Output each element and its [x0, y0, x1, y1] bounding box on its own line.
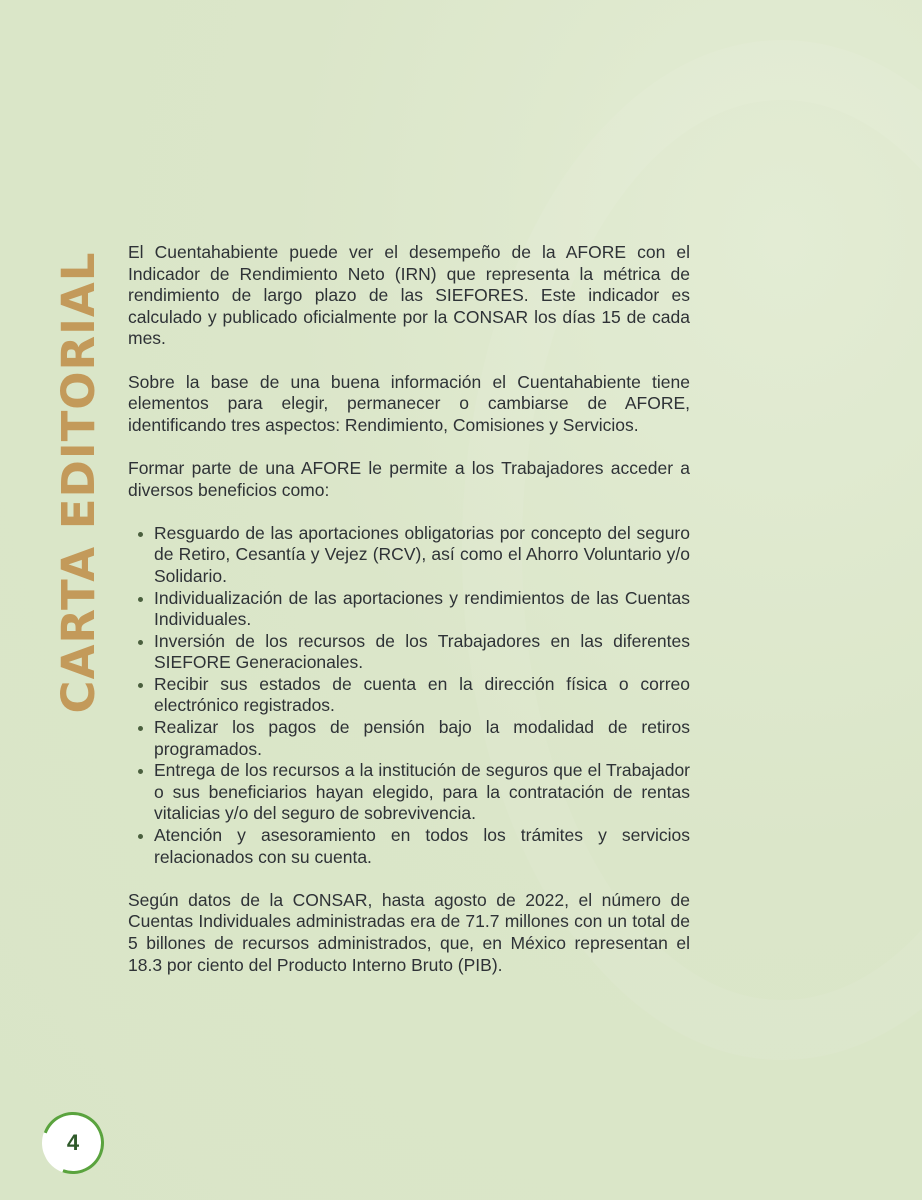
- list-item: Entrega de los recursos a la institución de seguros que el Trabajador o sus beneficiarios hayan elegido, para la contratación de rentas vitalicias y/o del seguro de sobrevivencia.: [128, 760, 690, 825]
- list-item: Atención y asesoramiento en todos los trámites y servicios relacionados con su cuenta.: [128, 825, 690, 868]
- page-number: 4: [66, 1130, 80, 1155]
- paragraph-benefits-intro: Formar parte de una AFORE le permite a los Trabajadores acceder a diversos beneficios como:: [128, 457, 690, 500]
- list-item: Individualización de las aportaciones y rendimientos de las Cuentas Individuales.: [128, 588, 690, 631]
- paragraph-consar-data: Según datos de la CONSAR, hasta agosto de 2022, el número de Cuentas Individuales administradas era de 71.7 millones con un total de 5 billones de recursos administrados, que, en México representan el 18.3 por ciento del Producto Interno Bruto (PIB).: [128, 889, 690, 975]
- list-item: Recibir sus estados de cuenta en la dirección física o correo electrónico registrados.: [128, 674, 690, 717]
- side-title: [54, 250, 104, 715]
- list-item: Realizar los pagos de pensión bajo la modalidad de retiros programados.: [128, 717, 690, 760]
- paragraph-irn: El Cuentahabiente puede ver el desempeño de la AFORE con el Indicador de Rendimiento Neto (IRN) que representa la métrica de rendimiento de largo plazo de las SIEFORES. Este indicador es calculado y publicado oficialmente por la CONSAR los días 15 de cada mes.: [128, 242, 690, 349]
- list-item: Resguardo de las aportaciones obligatorias por concepto del seguro de Retiro, Cesantía y Vejez (RCV), así como el Ahorro Voluntario y/o Solidario.: [128, 523, 690, 588]
- benefits-list: [128, 523, 690, 869]
- paragraph-information: Sobre la base de una buena información el Cuentahabiente tiene elementos para elegir, permanecer o cambiarse de AFORE, identificando tres aspectos: Rendimiento, Comisiones y Servicios.: [128, 371, 690, 435]
- side-title-text: CARTA EDITORIAL: [52, 251, 105, 714]
- article-body: [128, 242, 690, 998]
- list-item: Inversión de los recursos de los Trabajadores en las diferentes SIEFORE Generacionales.: [128, 631, 690, 674]
